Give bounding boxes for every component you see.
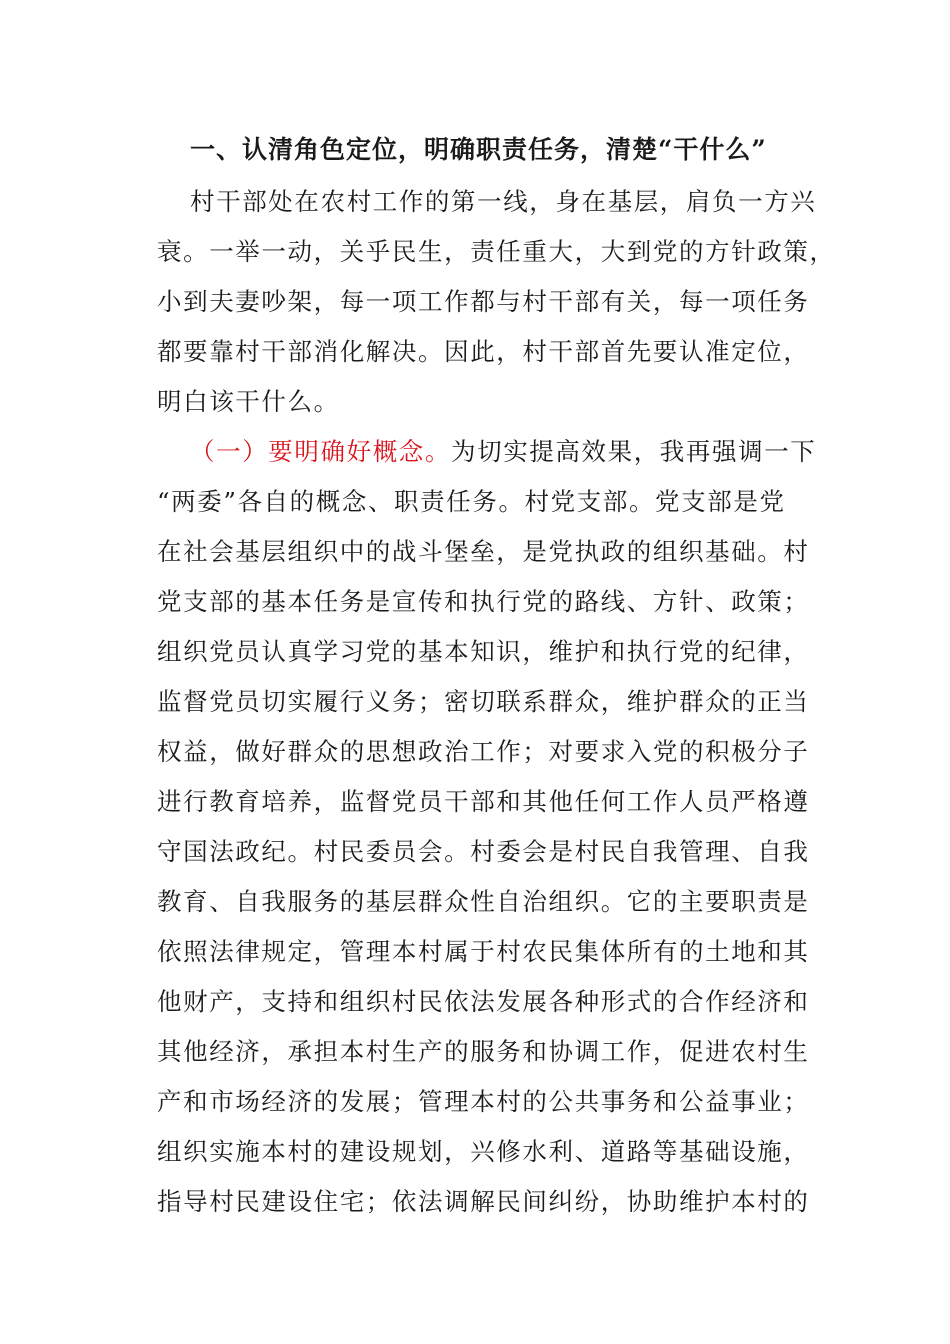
paragraph-1-line-2: 衰。一举一动，关乎民生，责任重大，大到党的方针政策， [157,237,836,266]
paragraph-2-line-1-text: 为切实提高效果，我再强调一下 [451,437,817,466]
paragraph-1-line-4: 都要靠村干部消化解决。因此，村干部首先要认准定位， [157,337,810,366]
paragraph-1-line-5: 明白该干什么。 [157,387,340,416]
paragraph-2-line-10: 教育、自我服务的基层群众性自治组织。它的主要职责是 [157,887,810,916]
subheading-red: （一）要明确好概念。 [190,437,451,466]
paragraph-2-line-15: 组织实施本村的建设规划，兴修水利、道路等基础设施， [157,1137,810,1166]
paragraph-2-line-9: 守国法政纪。村民委员会。村委会是村民自我管理、自我 [157,837,810,866]
paragraph-2-line-3: 在社会基层组织中的战斗堡垒，是党执政的组织基础。村 [157,537,810,566]
section-heading: 一、认清角色定位，明确职责任务，清楚“干什么” [190,135,767,164]
paragraph-2-line-13: 其他经济，承担本村生产的服务和协调工作，促进农村生 [157,1037,810,1066]
paragraph-2-line-2: “两委”各自的概念、职责任务。村党支部。党支部是党 [157,487,786,516]
paragraph-2-line-8: 进行教育培养，监督党员干部和其他任何工作人员严格遵 [157,787,810,816]
paragraph-2-line-12: 他财产，支持和组织村民依法发展各种形式的合作经济和 [157,987,810,1016]
paragraph-2-line-16: 指导村民建设住宅；依法调解民间纠纷，协助维护本村的 [157,1187,810,1216]
paragraph-2-line-5: 组织党员认真学习党的基本知识，维护和执行党的纪律， [157,637,810,666]
paragraph-2-line-11: 依照法律规定，管理本村属于村农民集体所有的土地和其 [157,937,810,966]
paragraph-2-line-7: 权益，做好群众的思想政治工作；对要求入党的积极分子 [157,737,810,766]
paragraph-2-line-6: 监督党员切实履行义务；密切联系群众，维护群众的正当 [157,687,810,716]
paragraph-2-line-4: 党支部的基本任务是宣传和执行党的路线、方针、政策； [157,587,810,616]
paragraph-1-line-3: 小到夫妻吵架，每一项工作都与村干部有关，每一项任务 [157,287,810,316]
paragraph-2-line-14: 产和市场经济的发展；管理本村的公共事务和公益事业； [157,1087,810,1116]
paragraph-1-line-1: 村干部处在农村工作的第一线，身在基层，肩负一方兴 [190,187,817,216]
paragraph-2-line-1 [190,434,817,470]
